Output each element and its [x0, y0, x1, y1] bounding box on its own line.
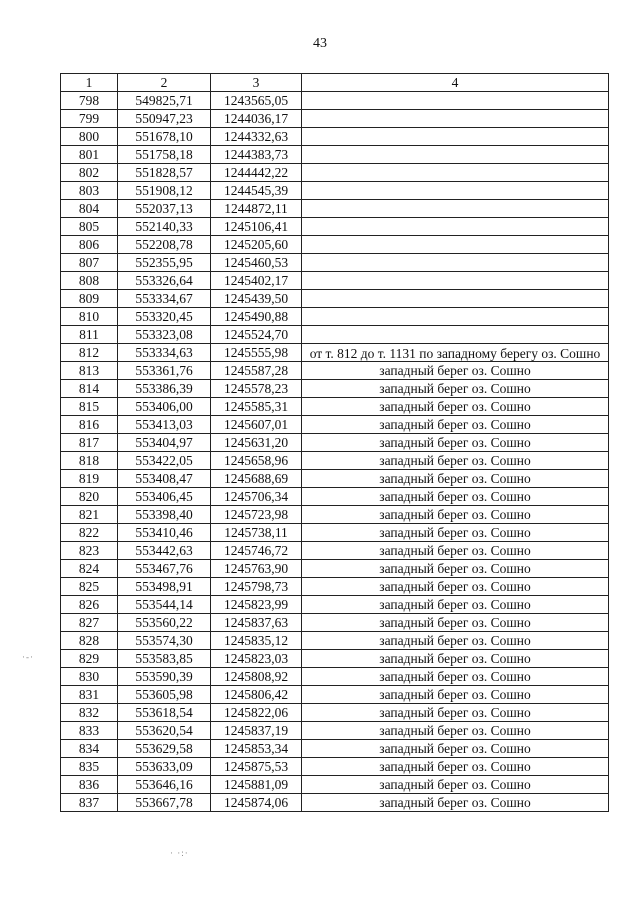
table-row	[61, 128, 609, 146]
table-row	[61, 704, 609, 722]
cell-x: 551678,10	[118, 128, 211, 146]
cell-y: 1245835,12	[211, 632, 302, 650]
cell-point: 831	[61, 686, 118, 704]
cell-description: западный берег оз. Сошно	[302, 722, 609, 740]
cell-point: 824	[61, 560, 118, 578]
cell-y: 1245658,96	[211, 452, 302, 470]
cell-point: 798	[61, 92, 118, 110]
table-row	[61, 506, 609, 524]
cell-y: 1245881,09	[211, 776, 302, 794]
cell-x: 553633,09	[118, 758, 211, 776]
header-row	[61, 74, 609, 92]
cell-y: 1244545,39	[211, 182, 302, 200]
cell-description: западный берег оз. Сошно	[302, 596, 609, 614]
cell-y: 1245853,34	[211, 740, 302, 758]
cell-x: 553646,16	[118, 776, 211, 794]
cell-description	[302, 218, 609, 236]
cell-y: 1245738,11	[211, 524, 302, 542]
cell-y: 1245688,69	[211, 470, 302, 488]
cell-y: 1245578,23	[211, 380, 302, 398]
cell-x: 553667,78	[118, 794, 211, 812]
cell-description: западный берег оз. Сошно	[302, 506, 609, 524]
cell-point: 822	[61, 524, 118, 542]
cell-description: западный берег оз. Сошно	[302, 650, 609, 668]
cell-y: 1245439,50	[211, 290, 302, 308]
cell-x: 553629,58	[118, 740, 211, 758]
cell-description	[302, 110, 609, 128]
cell-description: западный берег оз. Сошно	[302, 542, 609, 560]
cell-description: от т. 812 до т. 1131 по западному берегу оз. Сошно	[302, 344, 609, 362]
cell-description: западный берег оз. Сошно	[302, 668, 609, 686]
cell-point: 808	[61, 272, 118, 290]
cell-point: 804	[61, 200, 118, 218]
cell-point: 832	[61, 704, 118, 722]
table-row	[61, 434, 609, 452]
cell-description: западный берег оз. Сошно	[302, 560, 609, 578]
cell-point: 811	[61, 326, 118, 344]
table-row	[61, 182, 609, 200]
cell-x: 552037,13	[118, 200, 211, 218]
cell-point: 826	[61, 596, 118, 614]
cell-x: 551908,12	[118, 182, 211, 200]
cell-x: 553398,40	[118, 506, 211, 524]
cell-point: 815	[61, 398, 118, 416]
table-row	[61, 722, 609, 740]
cell-y: 1245837,63	[211, 614, 302, 632]
page-number: 43	[313, 36, 327, 51]
table-row	[61, 254, 609, 272]
cell-y: 1245585,31	[211, 398, 302, 416]
cell-description: западный берег оз. Сошно	[302, 632, 609, 650]
cell-description: западный берег оз. Сошно	[302, 794, 609, 812]
cell-description	[302, 272, 609, 290]
cell-point: 821	[61, 506, 118, 524]
cell-description	[302, 290, 609, 308]
cell-x: 552355,95	[118, 254, 211, 272]
cell-point: 805	[61, 218, 118, 236]
cell-x: 553618,54	[118, 704, 211, 722]
header-col-point: 1	[61, 74, 118, 92]
cell-x: 553406,00	[118, 398, 211, 416]
cell-y: 1245823,99	[211, 596, 302, 614]
cell-description: западный берег оз. Сошно	[302, 488, 609, 506]
table-row	[61, 614, 609, 632]
header-col-x: 2	[118, 74, 211, 92]
table-row	[61, 560, 609, 578]
cell-description: западный берег оз. Сошно	[302, 470, 609, 488]
cell-point: 802	[61, 164, 118, 182]
cell-y: 1245746,72	[211, 542, 302, 560]
cell-y: 1244036,17	[211, 110, 302, 128]
cell-y: 1245402,17	[211, 272, 302, 290]
header-col-y: 3	[211, 74, 302, 92]
cell-y: 1243565,05	[211, 92, 302, 110]
cell-point: 828	[61, 632, 118, 650]
table-row	[61, 326, 609, 344]
table-row	[61, 758, 609, 776]
cell-x: 553560,22	[118, 614, 211, 632]
cell-x: 552140,33	[118, 218, 211, 236]
cell-x: 553544,14	[118, 596, 211, 614]
cell-description: западный берег оз. Сошно	[302, 452, 609, 470]
cell-x: 553361,76	[118, 362, 211, 380]
cell-y: 1245205,60	[211, 236, 302, 254]
table-row	[61, 218, 609, 236]
cell-x: 553590,39	[118, 668, 211, 686]
cell-point: 819	[61, 470, 118, 488]
cell-point: 809	[61, 290, 118, 308]
cell-description	[302, 164, 609, 182]
cell-x: 553320,45	[118, 308, 211, 326]
table-row	[61, 110, 609, 128]
cell-x: 553498,91	[118, 578, 211, 596]
cell-point: 820	[61, 488, 118, 506]
table-row	[61, 470, 609, 488]
cell-y: 1245763,90	[211, 560, 302, 578]
cell-point: 807	[61, 254, 118, 272]
scan-speck: · ·:·	[170, 848, 189, 858]
table-row	[61, 776, 609, 794]
cell-point: 806	[61, 236, 118, 254]
table-row	[61, 740, 609, 758]
cell-x: 553467,76	[118, 560, 211, 578]
cell-y: 1245875,53	[211, 758, 302, 776]
cell-point: 817	[61, 434, 118, 452]
table-row	[61, 380, 609, 398]
cell-x: 553408,47	[118, 470, 211, 488]
cell-x: 553406,45	[118, 488, 211, 506]
table-row	[61, 200, 609, 218]
cell-description: западный берег оз. Сошно	[302, 380, 609, 398]
cell-point: 818	[61, 452, 118, 470]
cell-point: 837	[61, 794, 118, 812]
table-row	[61, 452, 609, 470]
cell-point: 834	[61, 740, 118, 758]
cell-x: 553404,97	[118, 434, 211, 452]
table-row	[61, 92, 609, 110]
table-row	[61, 290, 609, 308]
cell-y: 1245837,19	[211, 722, 302, 740]
cell-x: 553326,64	[118, 272, 211, 290]
cell-description	[302, 308, 609, 326]
cell-point: 816	[61, 416, 118, 434]
cell-y: 1245607,01	[211, 416, 302, 434]
cell-description: западный берег оз. Сошно	[302, 704, 609, 722]
cell-point: 833	[61, 722, 118, 740]
cell-description	[302, 236, 609, 254]
cell-y: 1245106,41	[211, 218, 302, 236]
cell-y: 1245822,06	[211, 704, 302, 722]
cell-point: 813	[61, 362, 118, 380]
cell-point: 835	[61, 758, 118, 776]
table-row	[61, 794, 609, 812]
cell-y: 1244332,63	[211, 128, 302, 146]
cell-point: 829	[61, 650, 118, 668]
cell-y: 1245490,88	[211, 308, 302, 326]
cell-point: 825	[61, 578, 118, 596]
cell-y: 1244872,11	[211, 200, 302, 218]
cell-x: 553442,63	[118, 542, 211, 560]
cell-y: 1245555,98	[211, 344, 302, 362]
table-row	[61, 146, 609, 164]
cell-description: западный берег оз. Сошно	[302, 416, 609, 434]
coordinates-table	[60, 73, 609, 812]
cell-description: западный берег оз. Сошно	[302, 398, 609, 416]
cell-y: 1245524,70	[211, 326, 302, 344]
cell-point: 801	[61, 146, 118, 164]
cell-description: западный берег оз. Сошно	[302, 524, 609, 542]
table-row	[61, 236, 609, 254]
cell-point: 836	[61, 776, 118, 794]
cell-description: западный берег оз. Сошно	[302, 686, 609, 704]
cell-description: западный берег оз. Сошно	[302, 758, 609, 776]
cell-x: 553334,67	[118, 290, 211, 308]
cell-point: 800	[61, 128, 118, 146]
cell-y: 1245808,92	[211, 668, 302, 686]
table-header	[61, 74, 609, 92]
cell-point: 810	[61, 308, 118, 326]
cell-x: 553410,46	[118, 524, 211, 542]
cell-x: 549825,71	[118, 92, 211, 110]
cell-x: 553422,05	[118, 452, 211, 470]
cell-x: 553605,98	[118, 686, 211, 704]
cell-point: 803	[61, 182, 118, 200]
table-body	[61, 92, 609, 812]
cell-y: 1245806,42	[211, 686, 302, 704]
cell-description: западный берег оз. Сошно	[302, 578, 609, 596]
cell-x: 553620,54	[118, 722, 211, 740]
cell-point: 830	[61, 668, 118, 686]
cell-point: 823	[61, 542, 118, 560]
table-row	[61, 272, 609, 290]
cell-x: 553386,39	[118, 380, 211, 398]
table-row	[61, 578, 609, 596]
cell-description	[302, 200, 609, 218]
cell-description	[302, 128, 609, 146]
table-row	[61, 344, 609, 362]
scan-speck: ·-·	[22, 652, 34, 662]
cell-x: 553583,85	[118, 650, 211, 668]
cell-description	[302, 92, 609, 110]
cell-description: западный берег оз. Сошно	[302, 740, 609, 758]
header-col-description: 4	[302, 74, 609, 92]
table-row	[61, 362, 609, 380]
cell-x: 553323,08	[118, 326, 211, 344]
cell-description	[302, 326, 609, 344]
cell-y: 1245874,06	[211, 794, 302, 812]
cell-description: западный берег оз. Сошно	[302, 362, 609, 380]
cell-point: 799	[61, 110, 118, 128]
cell-description	[302, 146, 609, 164]
table-row	[61, 650, 609, 668]
cell-point: 812	[61, 344, 118, 362]
cell-point: 814	[61, 380, 118, 398]
cell-y: 1245823,03	[211, 650, 302, 668]
cell-y: 1245798,73	[211, 578, 302, 596]
table-row	[61, 164, 609, 182]
cell-description	[302, 254, 609, 272]
table-row	[61, 596, 609, 614]
cell-x: 553334,63	[118, 344, 211, 362]
cell-description: западный берег оз. Сошно	[302, 614, 609, 632]
table-row	[61, 416, 609, 434]
cell-x: 551828,57	[118, 164, 211, 182]
cell-y: 1244442,22	[211, 164, 302, 182]
table-row	[61, 686, 609, 704]
cell-point: 827	[61, 614, 118, 632]
cell-x: 552208,78	[118, 236, 211, 254]
table-row	[61, 542, 609, 560]
table-row	[61, 308, 609, 326]
cell-x: 553574,30	[118, 632, 211, 650]
cell-description	[302, 182, 609, 200]
cell-y: 1244383,73	[211, 146, 302, 164]
cell-y: 1245631,20	[211, 434, 302, 452]
cell-x: 551758,18	[118, 146, 211, 164]
cell-description: западный берег оз. Сошно	[302, 776, 609, 794]
table-row	[61, 398, 609, 416]
table-row	[61, 632, 609, 650]
cell-x: 553413,03	[118, 416, 211, 434]
cell-y: 1245460,53	[211, 254, 302, 272]
cell-y: 1245723,98	[211, 506, 302, 524]
cell-x: 550947,23	[118, 110, 211, 128]
cell-y: 1245587,28	[211, 362, 302, 380]
table-row	[61, 668, 609, 686]
table-row	[61, 524, 609, 542]
table-row	[61, 488, 609, 506]
cell-description: западный берег оз. Сошно	[302, 434, 609, 452]
cell-y: 1245706,34	[211, 488, 302, 506]
